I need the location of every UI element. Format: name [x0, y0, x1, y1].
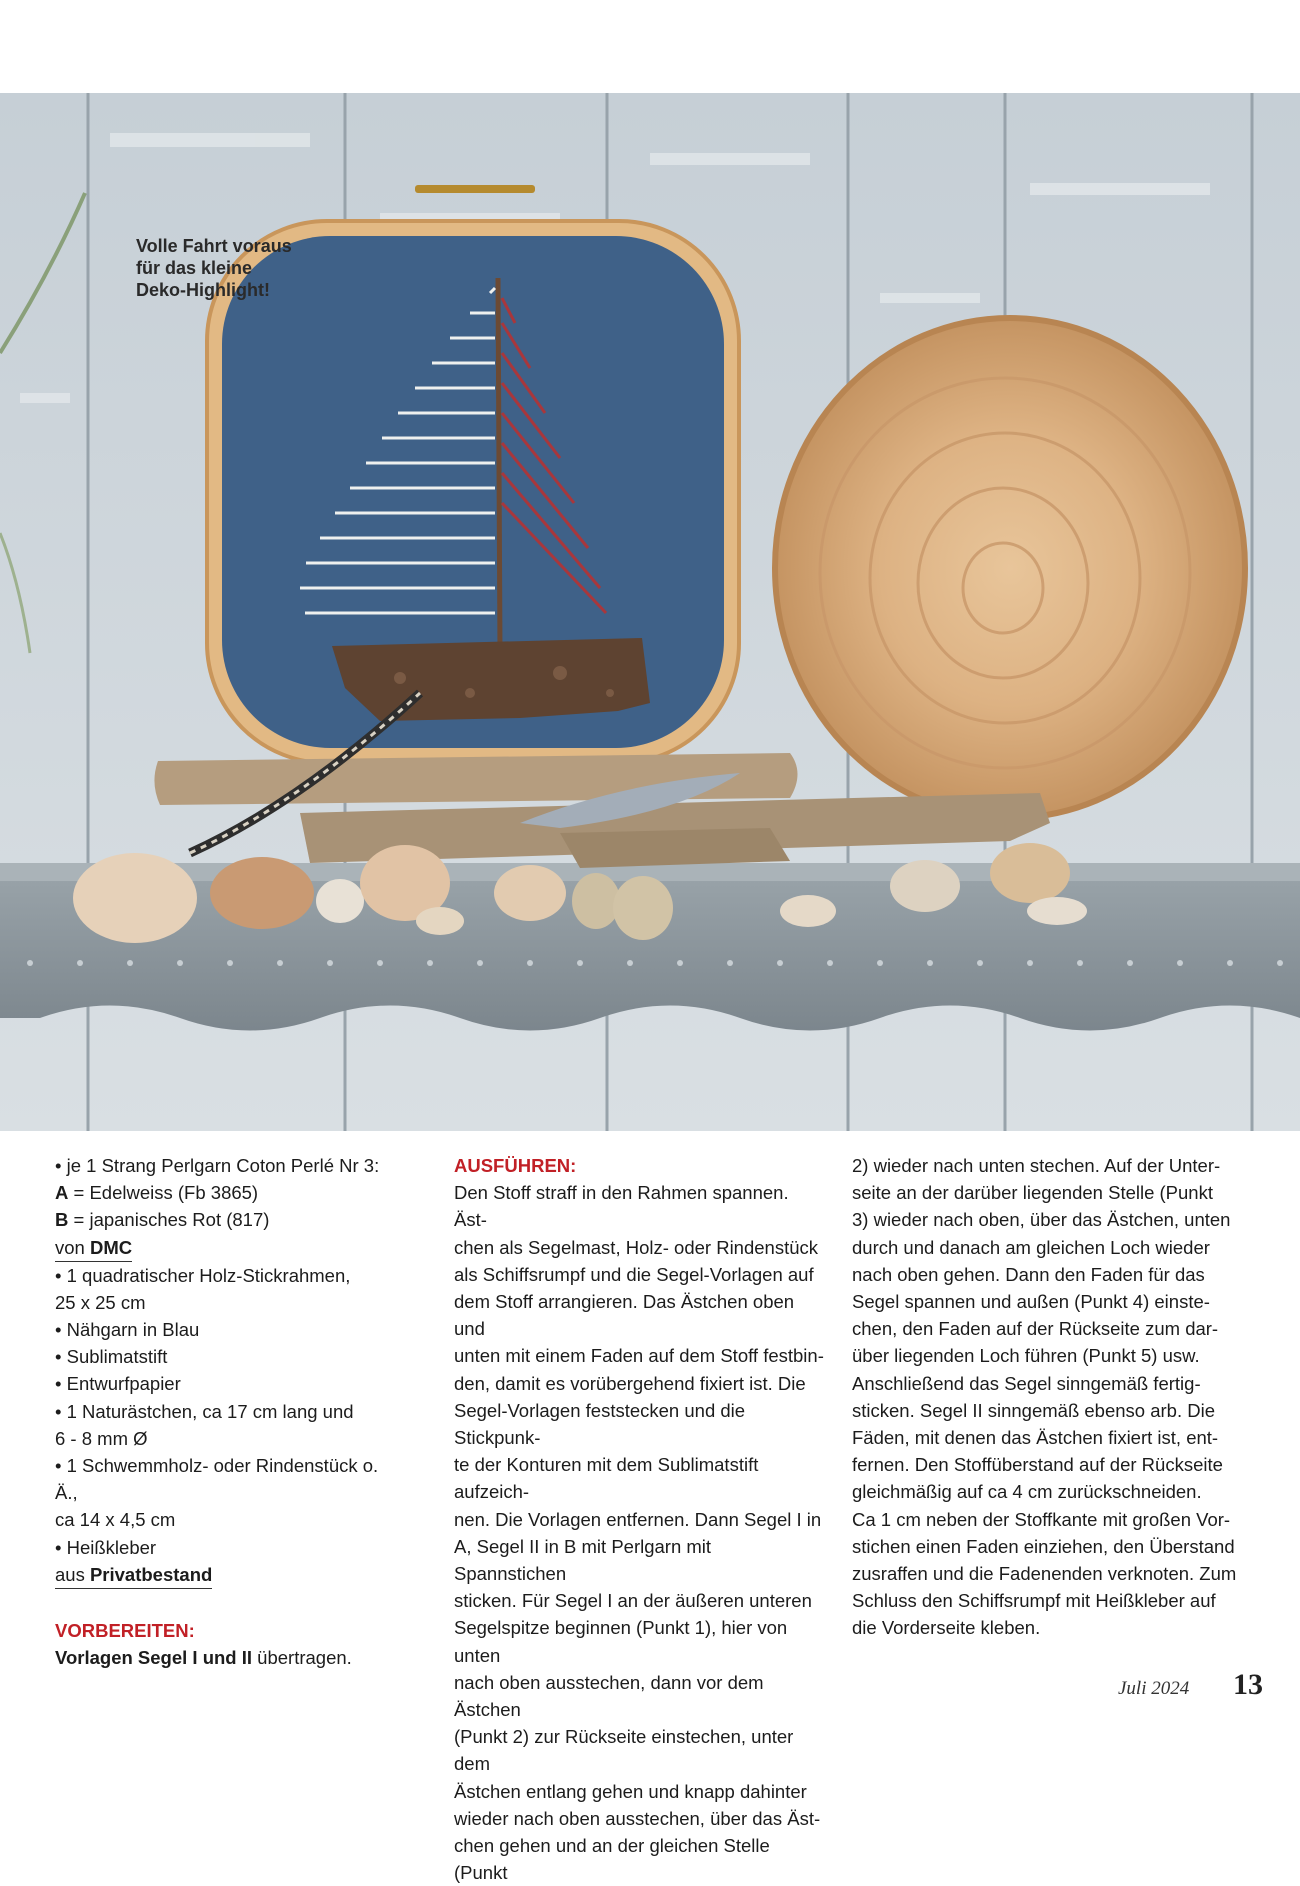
instruction-line: A, Segel II in B mit Perlgarn mit Spannstichen — [454, 1535, 712, 1585]
instruction-line: (Punkt 2) zur Rückseite einstechen, unter dem — [454, 1726, 794, 1775]
source-prefix: aus — [55, 1563, 90, 1585]
instruction-line: die Vorderseite kleben. — [852, 1617, 1041, 1639]
instruction-line: chen, den Faden auf der Rückseite zum dar- — [852, 1318, 1219, 1340]
instruction-line: durch und danach am gleichen Loch wieder — [852, 1236, 1210, 1258]
instruction-line: chen gehen und an der gleichen Stelle (Punkt — [454, 1835, 770, 1884]
instruction-line: te der Konturen mit dem Sublimatstift aufzeich- — [454, 1454, 759, 1503]
instructions-column-1 — [454, 1152, 824, 1886]
instruction-line: gleichmäßig auf ca 4 cm zurückschneiden. — [852, 1481, 1202, 1503]
instruction-line: Den Stoff straff in den Rahmen spannen. Äst- — [454, 1182, 789, 1231]
instruction-line: Anschließend das Segel sinngemäß fertig- — [852, 1372, 1201, 1394]
issue-date: Juli 2024 — [1118, 1678, 1190, 1699]
thread-key-a: A — [55, 1182, 69, 1204]
instruction-line: Schluss den Schiffsrumpf mit Heißkleber auf — [852, 1590, 1216, 1612]
vorbereiten-heading: VORBEREITEN: — [55, 1619, 195, 1641]
instruction-line: Ästchen entlang gehen und knapp dahinter — [454, 1780, 807, 1802]
material-item: • 1 Schwemmholz- oder Rindenstück o. Ä., — [55, 1455, 379, 1504]
instruction-line: Segel spannen und außen (Punkt 4) einste- — [852, 1291, 1210, 1313]
instruction-line: Segel-Vorlagen feststecken und die Stickpunk- — [454, 1399, 746, 1449]
material-item: • Heißkleber — [55, 1536, 157, 1558]
material-item: • 1 quadratischer Holz-Stickrahmen, — [55, 1264, 351, 1286]
material-item: 6 - 8 mm Ø — [55, 1427, 148, 1449]
caption-line: für das kleine — [136, 258, 253, 278]
source-line — [55, 1561, 405, 1589]
material-item: • Sublimatstift — [55, 1346, 168, 1368]
supplier-underline — [55, 1236, 132, 1262]
instruction-line: zusraffen und die Fadenenden verknoten. Zum — [852, 1563, 1237, 1585]
thread-a-text: = Edelweiss (Fb 3865) — [68, 1182, 259, 1204]
material-item: • Nähgarn in Blau — [55, 1319, 200, 1341]
material-item: 25 x 25 cm — [55, 1291, 146, 1313]
ausfuehren-heading: AUSFÜHREN: — [454, 1155, 577, 1176]
photo-caption — [136, 235, 356, 301]
instruction-line: Ca 1 cm neben der Stoffkante mit großen Vor- — [852, 1508, 1231, 1530]
instruction-line: fernen. Den Stoffüberstand auf der Rückseite — [852, 1454, 1223, 1476]
material-line-b — [55, 1206, 405, 1233]
instruction-line: sticken. Segel II sinngemäß ebenso arb. Die — [852, 1399, 1215, 1421]
source-underline — [55, 1563, 212, 1589]
instruction-line: unten mit einem Faden auf dem Stoff festbin- — [454, 1345, 824, 1367]
instruction-line: Fäden, mit denen das Ästchen fixiert ist, ent- — [852, 1427, 1219, 1449]
supplier-prefix: von — [55, 1236, 90, 1258]
instruction-line: wieder nach oben ausstechen, über das Äst- — [454, 1807, 821, 1829]
instruction-line: nach oben gehen. Dann den Faden für das — [852, 1263, 1205, 1285]
instruction-line: chen als Segelmast, Holz- oder Rindenstück — [454, 1236, 819, 1258]
supplier-brand: DMC — [89, 1236, 133, 1258]
instruction-line: nach oben ausstechen, dann vor dem Ästchen — [454, 1671, 764, 1721]
material-line: • je 1 Strang Perlgarn Coton Perlé Nr 3: — [55, 1155, 380, 1176]
instruction-line: den, damit es vorübergehend fixiert ist. Die — [454, 1372, 806, 1394]
vorbereiten-rest: übertragen. — [252, 1647, 352, 1669]
materials-column — [55, 1152, 405, 1671]
instruction-line: 3) wieder nach oben, über das Ästchen, unten — [852, 1209, 1231, 1231]
material-item: • 1 Naturästchen, ca 17 cm lang und — [55, 1400, 354, 1422]
thread-b-text: = japanisches Rot (817) — [68, 1209, 270, 1231]
instruction-line: stichen einen Faden einziehen, den Überstand — [852, 1535, 1235, 1557]
thread-key-b: B — [55, 1209, 69, 1231]
instruction-line: als Schiffsrumpf und die Segel-Vorlagen auf — [454, 1263, 814, 1285]
instruction-line: seite an der darüber liegenden Stelle (Punkt — [852, 1182, 1213, 1204]
hero-photo — [0, 93, 1300, 1131]
instruction-line: 2) wieder nach unten stechen. Auf der Unter- — [852, 1155, 1221, 1176]
instruction-line: sticken. Für Segel I an der äußeren unteren — [454, 1590, 812, 1612]
instructions-column-2 — [852, 1152, 1252, 1642]
page-number: 13 — [1233, 1668, 1263, 1701]
material-line-a — [55, 1179, 405, 1206]
material-item: ca 14 x 4,5 cm — [55, 1509, 176, 1531]
caption-line: Volle Fahrt voraus — [136, 236, 292, 256]
vorbereiten-bold: Vorlagen Segel I und II — [55, 1647, 253, 1669]
instruction-line: über liegenden Loch führen (Punkt 5) usw. — [852, 1345, 1200, 1367]
instruction-line: Segelspitze beginnen (Punkt 1), hier von unten — [454, 1617, 788, 1666]
material-item: • Entwurfpapier — [55, 1373, 181, 1395]
instruction-line: dem Stoff arrangieren. Das Ästchen oben und — [454, 1291, 795, 1340]
supplier-line — [55, 1234, 405, 1262]
source-name: Privatbestand — [89, 1563, 213, 1585]
vorbereiten-text — [55, 1644, 405, 1671]
instruction-line: nen. Die Vorlagen entfernen. Dann Segel I in — [454, 1508, 822, 1530]
caption-line: Deko-Highlight! — [136, 280, 270, 300]
